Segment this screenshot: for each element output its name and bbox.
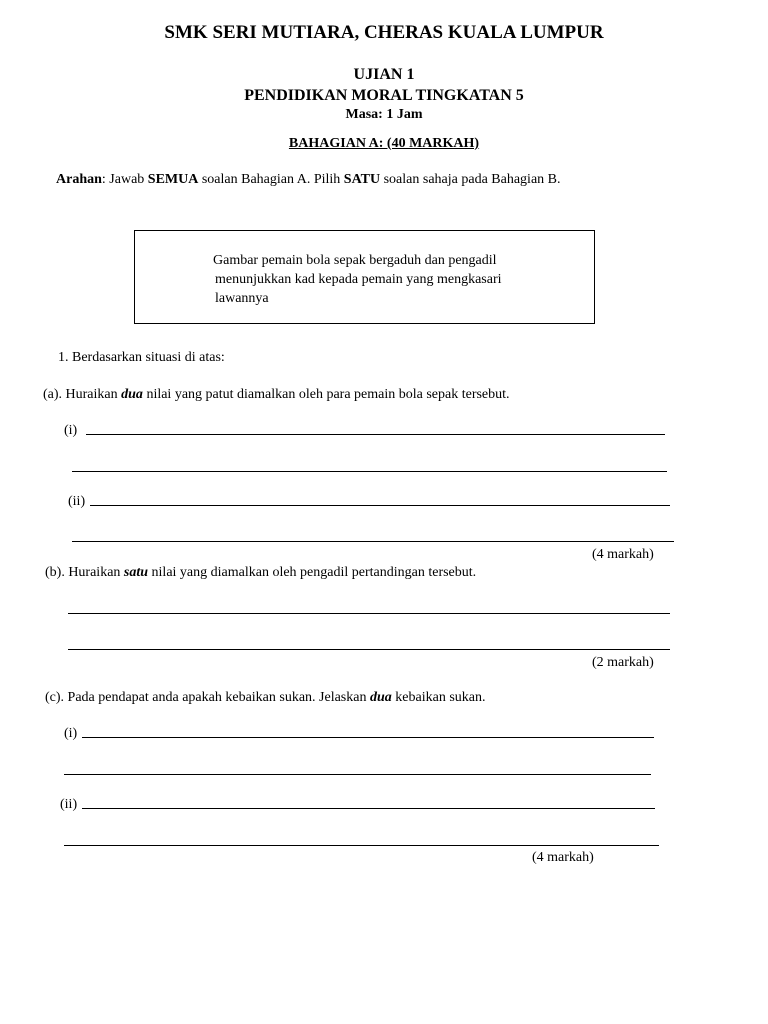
question-a-emphasis: dua — [121, 387, 143, 402]
answer-line[interactable] — [64, 774, 651, 775]
question-b — [45, 565, 476, 581]
answer-label-a-i: (i) — [64, 423, 78, 438]
question-c — [45, 690, 485, 706]
instructions-label: Arahan — [56, 172, 102, 187]
answer-line[interactable] — [72, 471, 667, 472]
marks-a: (4 markah) — [592, 547, 654, 562]
exam-duration: Masa: 1 Jam — [345, 107, 423, 122]
question-b-suffix: nilai yang diamalkan oleh pengadil pertandingan tersebut. — [148, 565, 477, 580]
marks-c: (4 markah) — [532, 850, 594, 865]
instructions-bold: SATU — [343, 172, 381, 187]
question-c-suffix: kebaikan sukan. — [391, 690, 486, 705]
answer-label-c-ii: (ii) — [60, 797, 78, 812]
question-c-prefix: (c). Pada pendapat anda apakah kebaikan sukan. Jelaskan — [45, 690, 370, 705]
situation-line: Gambar pemain bola sepak bergaduh dan pengadil — [213, 253, 497, 268]
answer-line[interactable] — [82, 737, 654, 738]
question-b-emphasis: satu — [123, 565, 149, 580]
instructions — [56, 172, 561, 188]
answer-line[interactable] — [86, 434, 665, 435]
section-title: BAHAGIAN A: (40 MARKAH) — [288, 136, 480, 151]
answer-line[interactable] — [90, 505, 670, 506]
question-a — [43, 387, 510, 403]
situation-line: menunjukkan kad kepada pemain yang mengkasari — [215, 272, 502, 287]
instructions-text: soalan Bahagian A. Pilih — [198, 172, 344, 187]
answer-line[interactable] — [68, 649, 670, 650]
answer-label-a-ii: (ii) — [68, 494, 86, 509]
instructions-text: : Jawab — [101, 172, 148, 187]
exam-title: UJIAN 1 — [353, 66, 415, 83]
answer-label-c-i: (i) — [64, 726, 78, 741]
instructions-text: soalan sahaja pada Bahagian B. — [380, 172, 561, 187]
answer-line[interactable] — [82, 808, 655, 809]
question-a-prefix: (a). Huraikan — [43, 387, 122, 402]
question-a-suffix: nilai yang patut diamalkan oleh para pemain bola sepak tersebut. — [142, 387, 510, 402]
question-b-prefix: (b). Huraikan — [45, 565, 124, 580]
situation-box — [134, 230, 595, 324]
question-c-emphasis: dua — [369, 690, 392, 705]
answer-line[interactable] — [72, 541, 674, 542]
instructions-bold: SEMUA — [147, 172, 199, 187]
situation-line: lawannya — [215, 291, 269, 306]
question-intro: 1. Berdasarkan situasi di atas: — [58, 350, 225, 365]
marks-b: (2 markah) — [592, 655, 654, 670]
answer-line[interactable] — [68, 613, 670, 614]
subject-title: PENDIDIKAN MORAL TINGKATAN 5 — [244, 87, 524, 104]
school-name: SMK SERI MUTIARA, CHERAS KUALA LUMPUR — [164, 22, 604, 43]
answer-line[interactable] — [64, 845, 659, 846]
